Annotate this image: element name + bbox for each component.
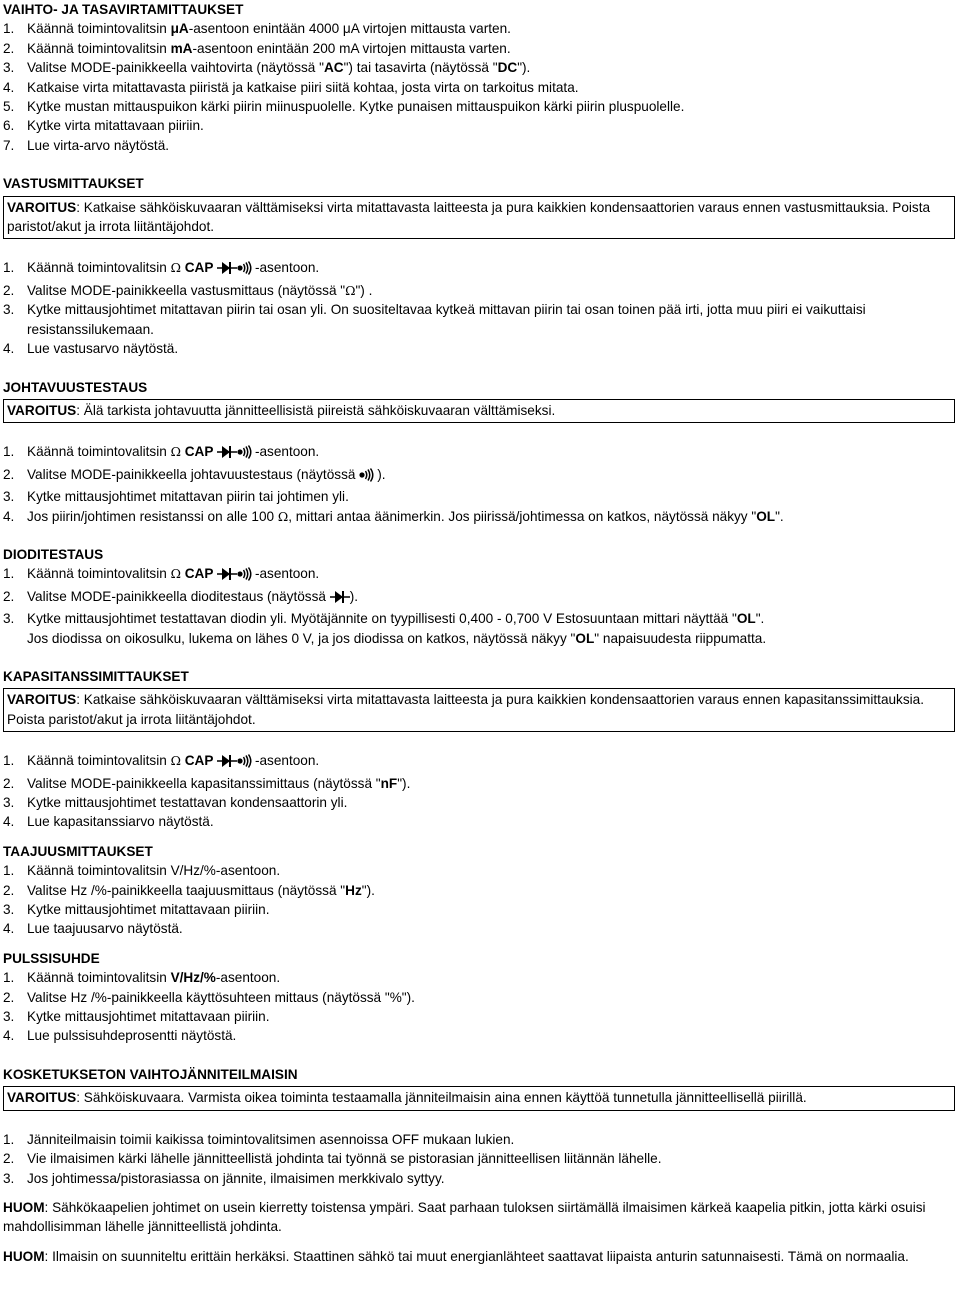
display-code: AC <box>323 60 344 76</box>
warning-text: : Sähköiskuvaara. Varmista oikea toiminta testaamalla jänniteilmaisin aina ennen käyttöä tunnetulla jännitteellisellä piirillä. <box>76 1090 807 1106</box>
item-number: 2. <box>3 40 15 56</box>
list-item <box>3 78 955 97</box>
item-number: 2. <box>3 588 15 604</box>
item-text: Lue pulssisuhdeprosentti näytöstä. <box>27 1028 237 1044</box>
item-number: 1. <box>3 444 15 460</box>
item-text: ") . <box>355 282 373 298</box>
list-item <box>3 881 955 900</box>
range-label: μA <box>170 21 189 37</box>
list-item <box>3 39 955 58</box>
item-text: Valitse MODE-painikkeella johtavuustestaus (näytössä <box>27 466 360 482</box>
sound-icon <box>237 754 255 773</box>
item-text: Käännä toimintovalitsin <box>27 566 171 582</box>
item-number: 1. <box>3 21 15 37</box>
note-text: : Ilmaisin on suunniteltu erittäin herkäksi. Staattinen sähkö tai muut energianlähteet saattavat liipaista anturin satunnaisesti. Tämä on normaalia. <box>44 1248 909 1264</box>
section-diode <box>3 545 955 648</box>
diode-icon <box>217 567 237 586</box>
section-continuity <box>3 378 955 526</box>
note-paragraph <box>3 1247 955 1266</box>
item-text: "). <box>361 882 375 898</box>
item-text: Lue taajuusarvo näytöstä. <box>27 921 183 937</box>
item-number: 1. <box>3 753 15 769</box>
list-item <box>3 300 955 339</box>
warning-label: VAROITUS <box>7 1090 77 1106</box>
item-number: 6. <box>3 118 15 134</box>
item-text: Lue vastusarvo näytöstä. <box>27 341 179 357</box>
display-code: nF <box>380 775 398 791</box>
list-item <box>3 988 955 1007</box>
item-text: Käännä toimintovalitsin <box>27 40 171 56</box>
omega-icon: Ω <box>170 753 181 769</box>
item-number: 4. <box>3 1028 15 1044</box>
list-item <box>3 339 955 358</box>
display-code: Hz <box>345 882 362 898</box>
section-duty-cycle <box>3 949 955 1046</box>
item-text: Kytke mittausjohtimet testattavan kondensaattorin yli. <box>27 795 348 810</box>
list-item <box>3 1026 955 1045</box>
item-number: 3. <box>3 60 15 76</box>
item-number: 2. <box>3 282 15 298</box>
list-item <box>3 281 955 300</box>
item-text: Kytke virta mitattavaan piiriin. <box>27 118 204 134</box>
list-item <box>3 58 955 77</box>
omega-icon: Ω <box>170 566 181 582</box>
omega-icon: Ω <box>170 260 181 276</box>
item-text: -asentoon enintään 200 mA virtojen mittausta varten. <box>192 40 511 56</box>
sound-icon <box>237 567 255 586</box>
item-number: 2. <box>3 466 15 482</box>
item-text: Valitse MODE-painikkeella dioditestaus (näytössä <box>27 588 330 604</box>
item-text: Lue kapasitanssiarvo näytöstä. <box>27 814 214 830</box>
sound-icon <box>359 468 377 487</box>
item-number: 3. <box>3 302 15 318</box>
diode-icon <box>217 754 237 773</box>
list-item <box>3 968 955 987</box>
diode-icon <box>217 261 237 280</box>
list-item <box>3 19 955 38</box>
item-text: , mittari antaa äänimerkin. Jos piirissä/johtimessa on katkos, näytössä näkyy " <box>288 508 757 524</box>
section-title: VAIHTO- JA TASAVIRTAMITTAUKSET <box>3 2 244 17</box>
section-resistance <box>3 174 955 358</box>
list-item <box>3 465 955 487</box>
item-text: Käännä toimintovalitsin V/Hz/%-asentoon. <box>27 863 281 879</box>
range-label: mA <box>170 40 193 56</box>
item-text: Valitse MODE-painikkeella vastusmittaus (näytössä " <box>27 282 346 298</box>
list-item <box>3 97 955 116</box>
item-number: 7. <box>3 137 15 153</box>
warning-box <box>3 688 955 732</box>
item-text: ". <box>775 508 784 524</box>
section-ac-dc-current <box>3 0 955 155</box>
item-text: Kytke mittausjohtimet mitattavaan piiriin. <box>27 1009 270 1025</box>
item-text: " napaisuudesta riippumatta. <box>594 630 767 646</box>
list-item <box>3 1130 955 1149</box>
omega-icon: Ω <box>170 444 181 460</box>
item-number: 3. <box>3 489 15 505</box>
list-item <box>3 1149 955 1168</box>
cap-label: CAP <box>180 444 217 460</box>
item-number: 3. <box>3 795 15 810</box>
display-code: OL <box>736 611 756 627</box>
item-text: Valitse Hz /%-painikkeella taajuusmittaus (näytössä " <box>27 882 346 898</box>
omega-icon: Ω <box>345 282 356 298</box>
item-number: 2. <box>3 1151 15 1167</box>
item-text: -asentoon. <box>254 260 320 276</box>
item-text: Jos piirin/johtimen resistanssi on alle 100 <box>27 508 278 524</box>
list-item <box>3 812 955 831</box>
item-number: 4. <box>3 508 15 524</box>
item-number: 4. <box>3 921 15 937</box>
item-text: Käännä toimintovalitsin <box>27 21 171 37</box>
item-text: Jos diodissa on oikosulku, lukema on lähes 0 V, ja jos diodissa on katkos, näytössä näkyy " <box>27 630 576 646</box>
item-text: Valitse MODE-painikkeella kapasitanssimittaus (näytössä " <box>27 775 381 791</box>
section-ncv <box>3 1065 955 1266</box>
list-item <box>3 751 955 773</box>
diode-icon <box>330 590 350 609</box>
item-number: 1. <box>3 863 15 879</box>
warning-box <box>3 196 955 240</box>
warning-box <box>3 399 955 423</box>
section-title: PULSSISUHDE <box>3 950 100 966</box>
item-text: -asentoon. <box>254 444 320 460</box>
item-text: ". <box>755 611 765 627</box>
section-title: DIODITESTAUS <box>3 546 104 562</box>
item-text: -asentoon enintään 4000 μA virtojen mittausta varten. <box>188 21 511 37</box>
note-paragraph <box>3 1198 955 1237</box>
note-text: : Sähkökaapelien johtimet on usein kierretty toistensa ympäri. Saat parhaan tuloksen siirtämällä ilmaisimen kärkeä kaapelia pitkin, jotta kärki osuisi mahdollisimman lähelle jännitteellistä johdinta. <box>3 1199 926 1235</box>
item-text: Katkaise virta mitattavasta piiristä ja katkaise piiri siitä kohtaa, josta virta on tarkoitus mitata. <box>27 79 579 95</box>
item-text: Käännä toimintovalitsin <box>27 444 171 460</box>
display-code: OL <box>756 508 776 524</box>
list-item <box>3 793 955 812</box>
display-code: DC <box>497 60 518 76</box>
list-item <box>3 507 955 526</box>
item-number: 1. <box>3 1131 15 1147</box>
item-text: Kytke mittausjohtimet mitattavan piirin tai johtimen yli. <box>27 489 349 505</box>
list-item <box>3 900 955 919</box>
item-text: Kytke mustan mittauspuikon kärki piirin miinuspuolelle. Kytke punaisen mittauspuikon kärki piirin pluspuolelle. <box>27 99 685 115</box>
item-number: 1. <box>3 970 15 986</box>
omega-icon: Ω <box>277 508 289 524</box>
diode-icon <box>217 445 237 464</box>
warning-label: VAROITUS <box>7 692 77 708</box>
item-text: Lue virta-arvo näytöstä. <box>27 137 170 153</box>
item-text: Valitse MODE-painikkeella vaihtovirta (näytössä " <box>27 60 324 76</box>
section-title: TAAJUUSMITTAUKSET <box>3 843 153 859</box>
item-text: Jos johtimessa/pistorasiassa on jännite, ilmaisimen merkkivalo syttyy. <box>27 1170 445 1186</box>
item-text: ). <box>349 588 359 604</box>
item-number: 3. <box>3 902 15 918</box>
list-item <box>3 136 955 155</box>
manual-page <box>3 0 955 1266</box>
item-text: Valitse Hz /%-painikkeella käyttösuhteen mittaus (näytössä "%"). <box>27 989 415 1005</box>
list-item <box>3 116 955 135</box>
display-code: OL <box>575 630 595 646</box>
item-number: 5. <box>3 99 15 115</box>
list-item <box>3 919 955 938</box>
item-text: Käännä toimintovalitsin <box>27 753 171 769</box>
item-text: ") tai tasavirta (näytössä " <box>343 60 498 76</box>
item-text: Kytke mittausjohtimet mitattavan piirin tai osan yli. On suositeltavaa kytkeä mittavan piirin tai osan toinen pää irti, jotta muu piiri ei vaikuttaisi resistanssilukemaan. <box>27 302 866 337</box>
section-title: KOSKETUKSETON VAIHTOJÄNNITEILMAISIN <box>3 1066 298 1082</box>
item-number: 2. <box>3 775 15 791</box>
list-item <box>3 1169 955 1188</box>
item-text: "). <box>517 60 531 76</box>
item-text: -asentoon. <box>254 566 320 582</box>
item-number: 4. <box>3 814 15 830</box>
list-item <box>3 861 955 880</box>
sound-icon <box>237 261 255 280</box>
item-number: 3. <box>3 611 15 627</box>
item-text: Vie ilmaisimen kärki lähelle jännitteellistä johdinta tai työnnä se pistorasian jännitteellisen liitännän lähelle. <box>27 1151 662 1167</box>
item-text: Käännä toimintovalitsin <box>27 260 171 276</box>
cap-label: CAP <box>180 753 217 769</box>
section-frequency <box>3 842 955 939</box>
item-number: 4. <box>3 79 15 95</box>
list-item <box>3 1007 955 1026</box>
item-number: 1. <box>3 260 15 276</box>
warning-label: VAROITUS <box>7 402 77 418</box>
section-capacitance <box>3 667 955 832</box>
item-number: 3. <box>3 1170 15 1186</box>
list-item <box>3 442 955 464</box>
item-text: Käännä toimintovalitsin <box>27 970 171 986</box>
list-item <box>3 609 955 648</box>
item-text: "). <box>397 775 411 791</box>
item-text: -asentoon. <box>254 753 320 769</box>
list-item <box>3 258 955 280</box>
sound-icon <box>237 445 255 464</box>
item-number: 1. <box>3 566 15 582</box>
warning-text: : Katkaise sähköiskuvaaran välttämiseksi virta mitattavasta laitteesta ja pura kaikkien kondensaattorien varaus ennen vastusmittauksia. Poista paristot/akut ja irrota liitäntäjohdot. <box>7 199 931 235</box>
cap-label: CAP <box>180 566 217 582</box>
range-label: V/Hz/% <box>170 970 216 986</box>
item-text: Kytke mittausjohtimet mitattavaan piiriin. <box>27 902 270 918</box>
warning-box <box>3 1086 955 1110</box>
warning-text: : Älä tarkista johtavuutta jännitteellisistä piireistä sähköiskuvaaran välttämiseksi. <box>76 402 556 418</box>
item-number: 2. <box>3 989 15 1005</box>
section-title: KAPASITANSSIMITTAUKSET <box>3 668 189 684</box>
warning-text: : Katkaise sähköiskuvaaran välttämiseksi virta mitattavasta laitteesta ja pura kaikkien kondensaattorien varaus ennen kapasitanssimittauksia. Poista paristot/akut ja irrota liitäntäjohdot. <box>7 692 925 727</box>
item-text: -asentoon. <box>215 970 281 986</box>
item-text: Kytke mittausjohtimet testattavan diodin yli. Myötäjännite on tyypillisesti 0,400 - 0,700 V Estosuuntaan mittari näyttää " <box>27 611 737 627</box>
section-title: VASTUSMITTAUKSET <box>3 176 144 192</box>
note-label: HUOM <box>3 1199 45 1215</box>
list-item <box>3 774 955 793</box>
warning-label: VAROITUS <box>7 199 77 215</box>
section-title: JOHTAVUUSTESTAUS <box>3 379 148 395</box>
list-item <box>3 487 955 506</box>
list-item <box>3 587 955 609</box>
item-number: 3. <box>3 1009 15 1025</box>
item-text: Jänniteilmaisin toimii kaikissa toimintovalitsimen asennoissa OFF mukaan lukien. <box>27 1131 515 1147</box>
note-label: HUOM <box>3 1248 45 1264</box>
list-item <box>3 564 955 586</box>
item-text: ). <box>377 466 386 482</box>
cap-label: CAP <box>180 260 217 276</box>
item-number: 4. <box>3 341 15 357</box>
item-number: 2. <box>3 882 15 898</box>
